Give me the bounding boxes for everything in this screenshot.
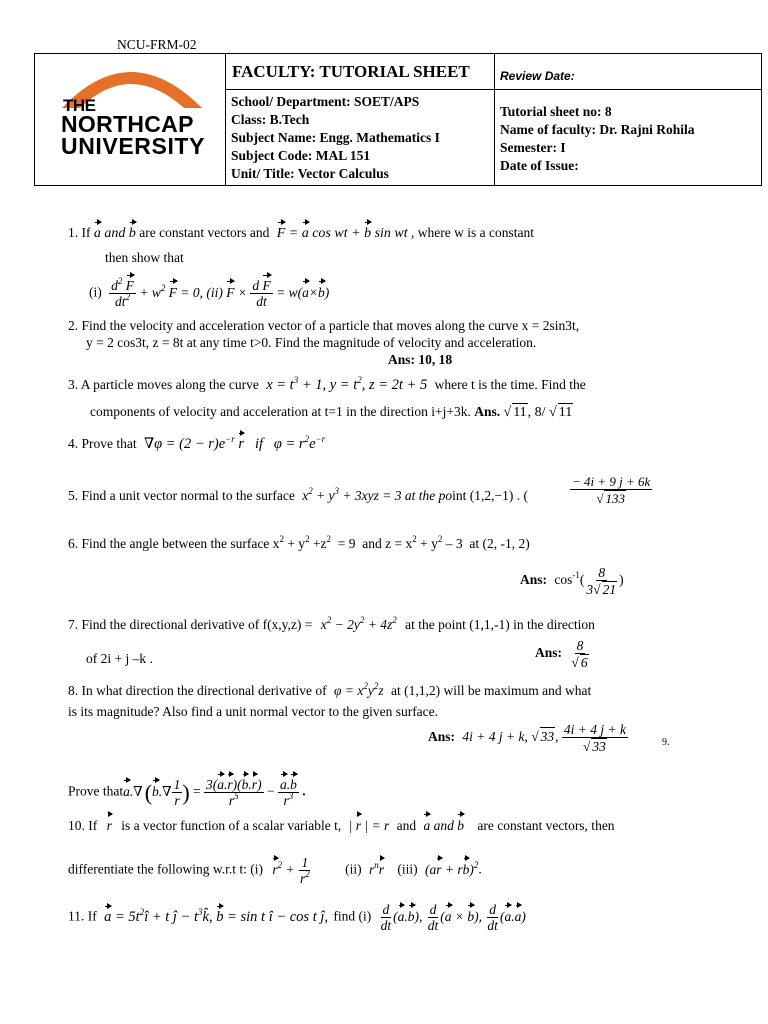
form-code: NCU-FRM-02 bbox=[117, 37, 197, 52]
faculty-field: Name of faculty: Dr. Rajni Rohila bbox=[500, 122, 695, 137]
q1-equation: (i) $\frac{d^2 F}{dt^2}$ + $w^2$ F = 0, (ii) F × $\frac{\text{d F}}{dt}$ = w(a×b) bbox=[89, 276, 330, 309]
logo-text-university: UNIVERSITY bbox=[61, 133, 206, 159]
q7-line1: 7. Find the directional derivative of $f(x,y,z) = x^2 - 2y^2 + 4z^2$ at the point (1,1,-1) in the direction bbox=[68, 615, 595, 632]
q1-line2: then show that bbox=[105, 250, 184, 265]
q10-line2: differentiate the following w.r.t t: (i) $r^2$ + $\frac{1}{r^2}$ (ii) $r^nr$ (iii) (ar + rb)$^2$. bbox=[68, 855, 482, 886]
q7-answer: Ans: $\frac{8}{√ 6}$ bbox=[535, 638, 588, 670]
q5-answer: $\frac{- 4i + 9 j + 6k}{√ 133}$ bbox=[572, 474, 651, 506]
q6-line: 6. Find the angle between the surface $x^2 + y^2 +z^2 = 9$ and $z = x^2 + y^2 - 3$ at (2, -1, 2) bbox=[68, 534, 530, 551]
q11-line: 11. If $a = 5t^2î + t$ ĵ − $t^3k̂$, b = sin t î − cos t ĵ, find (i) $\frac{d}{dt}$ (a.b), $\frac{d}{dt}$ (a × b), $\frac{d}{dt}$ (a.a) bbox=[68, 902, 526, 933]
q9-number: 9. bbox=[662, 737, 670, 748]
q10-line1: 10. If r is a vector function of a scalar variable t, | r | = r and a and b are constant vectors, then bbox=[68, 818, 615, 833]
class-field: Class: B.Tech bbox=[231, 112, 310, 127]
q7-line2: of 2i + j –k . bbox=[86, 651, 153, 666]
logo-text-northcap: NORTHCAP bbox=[61, 111, 194, 137]
school-field: School/ Department: SOET/APS bbox=[231, 94, 420, 109]
q4-line: 4. Prove that $\nabla\varphi = (2 - r)e^{-r}$ r if $\varphi = r^2e^{-r}$ bbox=[68, 434, 326, 452]
q8-line1: 8. In what direction the directional derivative of $\varphi = x^2y^2z$ at (1,1,2) will be maximum and what bbox=[68, 681, 592, 698]
q2-line2: y = 2 cos3t, z = 8t at any time t>0. Find the magnitude of velocity and acceleration. bbox=[86, 335, 537, 350]
subject-code-field: Subject Code: MAL 151 bbox=[231, 148, 371, 163]
q8-line2: is its magnitude? Also find a unit normal vector to the given surface. bbox=[68, 704, 439, 719]
q2-line1: 2. Find the velocity and acceleration vector of a particle that moves along the curve x = 2sin3t, bbox=[68, 318, 580, 333]
q9-line: Prove thata.∇(b.∇ $\frac{1}{r}$ ) = $\frac{3(a.r)(b.r)}{r^5}$ − $\frac{a.b}{r^3}$ . bbox=[68, 777, 306, 808]
review-date: Review Date: bbox=[500, 69, 575, 83]
subject-name-field: Subject Name: Engg. Mathematics I bbox=[231, 130, 440, 145]
q2-answer: Ans: 10, 18 bbox=[388, 352, 453, 367]
q3-line2: components of velocity and acceleration at t=1 in the direction i+j+3k. Ans. √ 11, 8/ √ 11 bbox=[90, 404, 573, 420]
q8-answer: Ans: 4i + 4 j + k, √ 33, $\frac{4i + 4 j + k}{√ 33}$ bbox=[428, 722, 626, 754]
date-issue-field: Date of Issue: bbox=[500, 158, 579, 173]
semester-field: Semester: I bbox=[500, 140, 566, 155]
logo-text-the: THE bbox=[63, 96, 96, 115]
sheet-title: FACULTY: TUTORIAL SHEET bbox=[232, 62, 470, 81]
sheet-no-field: Tutorial sheet no: 8 bbox=[500, 104, 612, 119]
q6-answer: Ans: $\cos^{-1}$( $\frac{8}{3√ 21}$ ) bbox=[520, 565, 624, 597]
q3-line1: 3. A particle moves along the curve $x = t^3 + 1$, $y = t^2$, z = 2t + 5 where t is the time. Find the bbox=[68, 375, 586, 393]
q5-line: 5. Find a unit vector normal to the surface $x^2 + y^3 + 3xyz = 3$ at the point (1,2,−1) . ( bbox=[68, 486, 528, 503]
q1-line1: 1. If a and b are constant vectors and F = a cos wt + b sin wt , where w is a constant bbox=[68, 225, 534, 241]
unit-field: Unit/ Title: Vector Calculus bbox=[231, 166, 389, 181]
